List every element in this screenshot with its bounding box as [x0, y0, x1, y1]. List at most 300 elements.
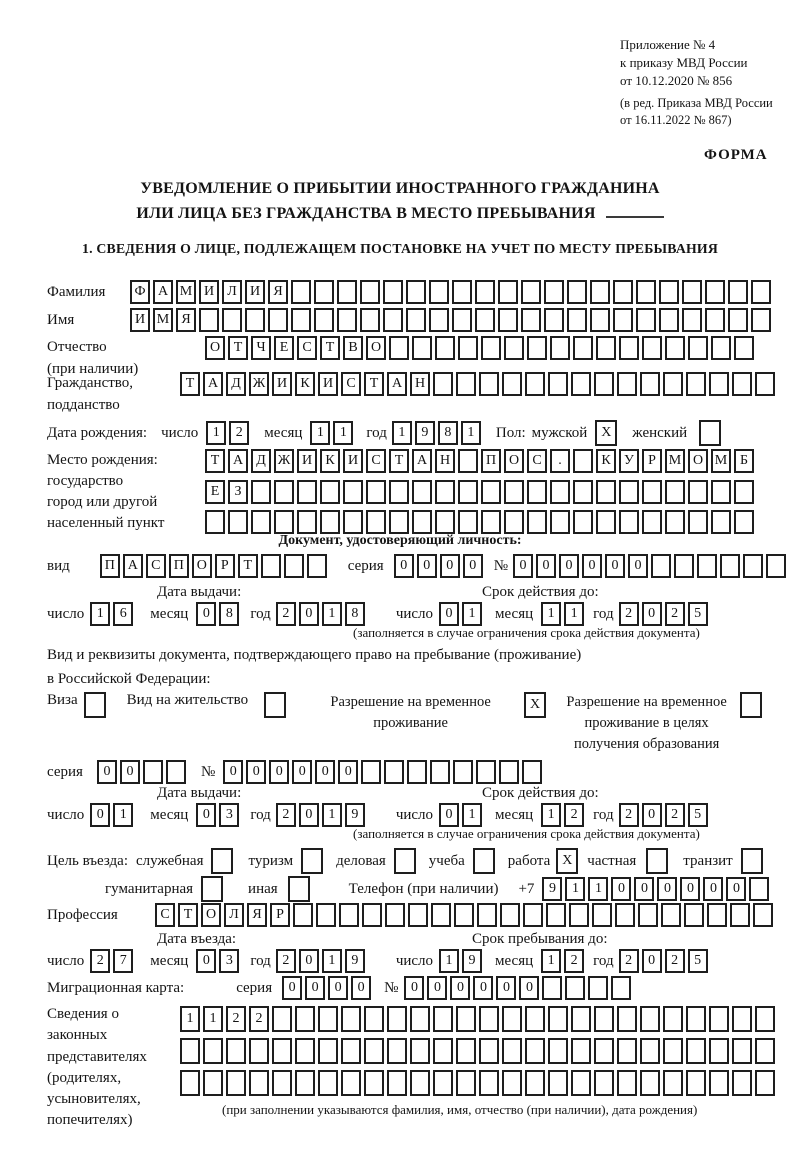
birth-place-cell[interactable]: М [665, 449, 685, 473]
birth-place-cell[interactable] [343, 480, 363, 504]
migration-number-cell[interactable]: 0 [473, 976, 493, 1000]
birth-place-cell[interactable] [688, 480, 708, 504]
birth-place-cell[interactable]: П [481, 449, 501, 473]
given-name-cell[interactable] [383, 308, 403, 332]
birth-place-cell[interactable] [527, 510, 547, 534]
given-name-cell[interactable] [613, 308, 633, 332]
birth-place-cell[interactable] [320, 480, 340, 504]
birth-place-cell[interactable] [734, 480, 754, 504]
birth-place-cell[interactable]: К [596, 449, 616, 473]
given-name-cell[interactable] [360, 308, 380, 332]
birth-place-cell[interactable] [596, 480, 616, 504]
entry-year-cell[interactable]: 0 [299, 949, 319, 973]
citizenship-cell[interactable] [686, 372, 706, 396]
permit-number-cell[interactable]: 0 [269, 760, 289, 784]
permit-valid-day-cell[interactable]: 1 [462, 803, 482, 827]
permit-issue-year-cell[interactable]: 1 [322, 803, 342, 827]
representatives-cell[interactable] [617, 1038, 637, 1064]
citizenship-cell[interactable]: Т [180, 372, 200, 396]
birth-place-cell[interactable] [297, 480, 317, 504]
purpose-tourism-checkbox[interactable] [301, 848, 323, 874]
given-name-cell[interactable]: И [130, 308, 150, 332]
birth-place-cell[interactable] [481, 510, 501, 534]
entry-month-cell[interactable]: 3 [219, 949, 239, 973]
given-name-cell[interactable] [567, 308, 587, 332]
patronymic-cell[interactable] [711, 336, 731, 360]
birth-place-cell[interactable]: Т [205, 449, 225, 473]
profession-cell[interactable] [546, 903, 566, 927]
representatives-cell[interactable] [364, 1038, 384, 1064]
given-name-cell[interactable] [199, 308, 219, 332]
birth-place-cell[interactable]: А [228, 449, 248, 473]
birth-place-cell[interactable]: К [320, 449, 340, 473]
birth-place-cell[interactable] [619, 480, 639, 504]
permit-issue-day-cell[interactable]: 0 [90, 803, 110, 827]
patronymic-cell[interactable]: Т [320, 336, 340, 360]
patronymic-cell[interactable] [435, 336, 455, 360]
birth-place-cell[interactable]: О [504, 449, 524, 473]
surname-cell[interactable] [452, 280, 472, 304]
doc-kind-cell[interactable]: Т [238, 554, 258, 578]
representatives-cell[interactable] [479, 1006, 499, 1032]
profession-cell[interactable] [638, 903, 658, 927]
birth-place-cell[interactable]: С [527, 449, 547, 473]
id-issue-month-cell[interactable]: 0 [196, 602, 216, 626]
patronymic-cell[interactable]: Т [228, 336, 248, 360]
migration-series-cell[interactable]: 0 [328, 976, 348, 1000]
representatives-cell[interactable] [686, 1006, 706, 1032]
permit-issue-month-cell[interactable]: 0 [196, 803, 216, 827]
birth-place-cell[interactable]: М [711, 449, 731, 473]
profession-cell[interactable] [385, 903, 405, 927]
patronymic-cell[interactable]: О [366, 336, 386, 360]
citizenship-cell[interactable] [525, 372, 545, 396]
birth-place-cell[interactable] [642, 510, 662, 534]
migration-number-cell[interactable] [611, 976, 631, 1000]
representatives-cell[interactable]: 1 [180, 1006, 200, 1032]
representatives-cell[interactable] [456, 1070, 476, 1096]
citizenship-cell[interactable] [663, 372, 683, 396]
permit-valid-year-cell[interactable]: 5 [688, 803, 708, 827]
given-name-cell[interactable] [406, 308, 426, 332]
birth-place-cell[interactable] [458, 510, 478, 534]
birth-place-cell[interactable] [665, 510, 685, 534]
phone-digit-cell[interactable]: 0 [680, 877, 700, 901]
birth-place-cell[interactable] [711, 480, 731, 504]
doc-kind-cell[interactable]: А [123, 554, 143, 578]
birth-place-cell[interactable] [205, 510, 225, 534]
surname-cell[interactable] [314, 280, 334, 304]
given-name-cell[interactable] [728, 308, 748, 332]
phone-digit-cell[interactable]: 1 [588, 877, 608, 901]
birth-place-cell[interactable]: . [550, 449, 570, 473]
profession-cell[interactable] [684, 903, 704, 927]
id-valid-year-cell[interactable]: 5 [688, 602, 708, 626]
citizenship-cell[interactable]: Т [364, 372, 384, 396]
given-name-cell[interactable] [498, 308, 518, 332]
doc-number-cell[interactable]: 0 [605, 554, 625, 578]
birth-place-cell[interactable]: А [412, 449, 432, 473]
profession-cell[interactable] [615, 903, 635, 927]
birth-place-cell[interactable] [366, 510, 386, 534]
doc-kind-cell[interactable]: П [169, 554, 189, 578]
surname-cell[interactable] [337, 280, 357, 304]
permit-number-cell[interactable] [453, 760, 473, 784]
birth-place-cell[interactable] [274, 510, 294, 534]
surname-cell[interactable] [659, 280, 679, 304]
given-name-cell[interactable] [245, 308, 265, 332]
citizenship-cell[interactable]: С [341, 372, 361, 396]
given-name-cell[interactable] [475, 308, 495, 332]
patronymic-cell[interactable] [573, 336, 593, 360]
given-name-cell[interactable] [590, 308, 610, 332]
phone-digit-cell[interactable] [749, 877, 769, 901]
id-valid-day-cell[interactable]: 1 [462, 602, 482, 626]
doc-kind-cell[interactable] [307, 554, 327, 578]
phone-digit-cell[interactable]: 0 [726, 877, 746, 901]
profession-cell[interactable]: Т [178, 903, 198, 927]
birth-place-cell[interactable]: С [366, 449, 386, 473]
representatives-cell[interactable] [640, 1070, 660, 1096]
id-valid-month-cell[interactable]: 1 [541, 602, 561, 626]
profession-cell[interactable] [362, 903, 382, 927]
representatives-cell[interactable]: 2 [226, 1006, 246, 1032]
representatives-cell[interactable] [295, 1006, 315, 1032]
representatives-cell[interactable] [709, 1006, 729, 1032]
migration-number-cell[interactable]: 0 [519, 976, 539, 1000]
profession-cell[interactable] [500, 903, 520, 927]
patronymic-cell[interactable] [527, 336, 547, 360]
surname-cell[interactable]: И [199, 280, 219, 304]
permit-valid-day-cell[interactable]: 0 [439, 803, 459, 827]
doc-number-cell[interactable]: 0 [582, 554, 602, 578]
birth-place-cell[interactable] [573, 480, 593, 504]
profession-cell[interactable] [661, 903, 681, 927]
birth-place-cell[interactable] [320, 510, 340, 534]
citizenship-cell[interactable] [755, 372, 775, 396]
representatives-cell[interactable] [180, 1038, 200, 1064]
representatives-cell[interactable] [249, 1038, 269, 1064]
representatives-cell[interactable] [341, 1070, 361, 1096]
birth-place-cell[interactable] [481, 480, 501, 504]
representatives-cell[interactable] [548, 1070, 568, 1096]
representatives-cell[interactable] [387, 1070, 407, 1096]
profession-cell[interactable]: Я [247, 903, 267, 927]
patronymic-cell[interactable] [389, 336, 409, 360]
permit-series-cell[interactable]: 0 [97, 760, 117, 784]
doc-number-cell[interactable]: 0 [628, 554, 648, 578]
representatives-cell[interactable] [663, 1038, 683, 1064]
id-valid-year-cell[interactable]: 0 [642, 602, 662, 626]
surname-cell[interactable]: И [245, 280, 265, 304]
birth-year-cell[interactable]: 1 [392, 421, 412, 445]
patronymic-cell[interactable] [481, 336, 501, 360]
surname-cell[interactable]: Ф [130, 280, 150, 304]
surname-cell[interactable]: Л [222, 280, 242, 304]
citizenship-cell[interactable] [617, 372, 637, 396]
birth-place-cell[interactable] [711, 510, 731, 534]
migration-series-cell[interactable]: 0 [282, 976, 302, 1000]
birth-place-cell[interactable] [642, 480, 662, 504]
citizenship-cell[interactable]: Н [410, 372, 430, 396]
citizenship-cell[interactable] [502, 372, 522, 396]
birth-place-cell[interactable]: Р [642, 449, 662, 473]
citizenship-cell[interactable]: Д [226, 372, 246, 396]
given-name-cell[interactable] [682, 308, 702, 332]
permit-number-cell[interactable]: 0 [246, 760, 266, 784]
id-issue-year-cell[interactable]: 2 [276, 602, 296, 626]
doc-number-cell[interactable] [651, 554, 671, 578]
given-name-cell[interactable] [521, 308, 541, 332]
migration-number-cell[interactable] [588, 976, 608, 1000]
given-name-cell[interactable]: Я [176, 308, 196, 332]
birth-place-cell[interactable]: Т [389, 449, 409, 473]
purpose-study-checkbox[interactable] [473, 848, 495, 874]
migration-number-cell[interactable]: 0 [427, 976, 447, 1000]
permit-number-cell[interactable]: 0 [292, 760, 312, 784]
permit-series-cell[interactable] [143, 760, 163, 784]
surname-cell[interactable] [751, 280, 771, 304]
patronymic-cell[interactable] [550, 336, 570, 360]
given-name-cell[interactable] [659, 308, 679, 332]
birth-month-cell[interactable]: 1 [333, 421, 353, 445]
representatives-cell[interactable] [732, 1070, 752, 1096]
phone-digit-cell[interactable]: 0 [703, 877, 723, 901]
representatives-cell[interactable] [341, 1006, 361, 1032]
birth-place-cell[interactable]: О [688, 449, 708, 473]
representatives-cell[interactable] [226, 1038, 246, 1064]
representatives-cell[interactable] [571, 1038, 591, 1064]
purpose-business-checkbox[interactable] [394, 848, 416, 874]
profession-cell[interactable]: С [155, 903, 175, 927]
edu-residence-checkbox[interactable] [740, 692, 762, 718]
representatives-cell[interactable] [594, 1006, 614, 1032]
representatives-cell[interactable] [364, 1006, 384, 1032]
citizenship-cell[interactable]: К [295, 372, 315, 396]
entry-day-cell[interactable]: 7 [113, 949, 133, 973]
visa-checkbox[interactable] [84, 692, 106, 718]
representatives-cell[interactable] [640, 1038, 660, 1064]
surname-cell[interactable] [498, 280, 518, 304]
profession-cell[interactable] [753, 903, 773, 927]
surname-cell[interactable] [728, 280, 748, 304]
female-checkbox[interactable] [699, 420, 721, 446]
permit-number-cell[interactable]: 0 [223, 760, 243, 784]
permit-issue-day-cell[interactable]: 1 [113, 803, 133, 827]
representatives-cell[interactable] [548, 1038, 568, 1064]
doc-kind-cell[interactable] [284, 554, 304, 578]
patronymic-cell[interactable]: О [205, 336, 225, 360]
birth-place-cell[interactable] [389, 510, 409, 534]
birth-place-cell[interactable] [573, 510, 593, 534]
surname-cell[interactable] [429, 280, 449, 304]
representatives-cell[interactable] [226, 1070, 246, 1096]
birth-day-cell[interactable]: 1 [206, 421, 226, 445]
given-name-cell[interactable] [337, 308, 357, 332]
profession-cell[interactable] [339, 903, 359, 927]
permit-valid-year-cell[interactable]: 2 [619, 803, 639, 827]
representatives-cell[interactable] [686, 1038, 706, 1064]
representatives-cell[interactable] [272, 1070, 292, 1096]
representatives-cell[interactable] [663, 1006, 683, 1032]
profession-cell[interactable]: Р [270, 903, 290, 927]
phone-digit-cell[interactable]: 9 [542, 877, 562, 901]
id-issue-year-cell[interactable]: 8 [345, 602, 365, 626]
given-name-cell[interactable] [314, 308, 334, 332]
surname-cell[interactable] [406, 280, 426, 304]
representatives-cell[interactable] [433, 1006, 453, 1032]
birth-place-cell[interactable] [504, 510, 524, 534]
permit-number-cell[interactable] [361, 760, 381, 784]
entry-day-cell[interactable]: 2 [90, 949, 110, 973]
entry-year-cell[interactable]: 2 [276, 949, 296, 973]
birth-place-cell[interactable] [573, 449, 593, 473]
id-issue-day-cell[interactable]: 1 [90, 602, 110, 626]
birth-place-cell[interactable]: Н [435, 449, 455, 473]
birth-place-cell[interactable] [251, 510, 271, 534]
given-name-cell[interactable]: М [153, 308, 173, 332]
given-name-cell[interactable] [452, 308, 472, 332]
representatives-cell[interactable] [571, 1070, 591, 1096]
birth-place-cell[interactable]: У [619, 449, 639, 473]
phone-digit-cell[interactable]: 0 [657, 877, 677, 901]
citizenship-cell[interactable] [456, 372, 476, 396]
permit-number-cell[interactable] [476, 760, 496, 784]
profession-cell[interactable] [408, 903, 428, 927]
citizenship-cell[interactable] [732, 372, 752, 396]
given-name-cell[interactable] [222, 308, 242, 332]
citizenship-cell[interactable] [548, 372, 568, 396]
profession-cell[interactable] [454, 903, 474, 927]
patronymic-cell[interactable] [734, 336, 754, 360]
birth-place-cell[interactable]: Д [251, 449, 271, 473]
patronymic-cell[interactable]: Е [274, 336, 294, 360]
representatives-cell[interactable] [502, 1038, 522, 1064]
birth-place-cell[interactable] [228, 510, 248, 534]
surname-cell[interactable] [360, 280, 380, 304]
id-valid-month-cell[interactable]: 1 [564, 602, 584, 626]
surname-cell[interactable] [521, 280, 541, 304]
surname-cell[interactable]: Я [268, 280, 288, 304]
stay-year-cell[interactable]: 0 [642, 949, 662, 973]
surname-cell[interactable] [475, 280, 495, 304]
representatives-cell[interactable] [180, 1070, 200, 1096]
given-name-cell[interactable] [429, 308, 449, 332]
profession-cell[interactable] [730, 903, 750, 927]
citizenship-cell[interactable]: А [203, 372, 223, 396]
representatives-cell[interactable] [433, 1038, 453, 1064]
phone-digit-cell[interactable]: 1 [565, 877, 585, 901]
representatives-cell[interactable] [318, 1038, 338, 1064]
purpose-official-checkbox[interactable] [211, 848, 233, 874]
permit-series-cell[interactable] [166, 760, 186, 784]
permit-issue-year-cell[interactable]: 2 [276, 803, 296, 827]
birth-day-cell[interactable]: 2 [229, 421, 249, 445]
representatives-cell[interactable] [318, 1006, 338, 1032]
representatives-cell[interactable] [686, 1070, 706, 1096]
representatives-cell[interactable] [732, 1038, 752, 1064]
migration-number-cell[interactable]: 0 [496, 976, 516, 1000]
profession-cell[interactable] [316, 903, 336, 927]
doc-series-cell[interactable]: 0 [394, 554, 414, 578]
given-name-cell[interactable] [544, 308, 564, 332]
representatives-cell[interactable]: 2 [249, 1006, 269, 1032]
given-name-cell[interactable] [268, 308, 288, 332]
profession-cell[interactable] [523, 903, 543, 927]
birth-place-cell[interactable] [734, 510, 754, 534]
representatives-cell[interactable] [410, 1038, 430, 1064]
representatives-cell[interactable] [387, 1006, 407, 1032]
representatives-cell[interactable] [755, 1038, 775, 1064]
id-valid-day-cell[interactable]: 0 [439, 602, 459, 626]
surname-cell[interactable] [613, 280, 633, 304]
profession-cell[interactable] [707, 903, 727, 927]
residence-permit-checkbox[interactable] [264, 692, 286, 718]
birth-place-cell[interactable] [458, 480, 478, 504]
representatives-cell[interactable] [732, 1006, 752, 1032]
doc-number-cell[interactable] [697, 554, 717, 578]
birth-place-cell[interactable] [550, 510, 570, 534]
permit-number-cell[interactable] [407, 760, 427, 784]
representatives-cell[interactable] [318, 1070, 338, 1096]
doc-number-cell[interactable]: 0 [513, 554, 533, 578]
citizenship-cell[interactable]: И [272, 372, 292, 396]
doc-number-cell[interactable] [720, 554, 740, 578]
purpose-humanitarian-checkbox[interactable] [201, 876, 223, 902]
surname-cell[interactable]: А [153, 280, 173, 304]
representatives-cell[interactable] [709, 1038, 729, 1064]
doc-kind-cell[interactable]: С [146, 554, 166, 578]
patronymic-cell[interactable]: С [297, 336, 317, 360]
representatives-cell[interactable] [295, 1038, 315, 1064]
representatives-cell[interactable] [272, 1006, 292, 1032]
doc-kind-cell[interactable]: Р [215, 554, 235, 578]
permit-issue-month-cell[interactable]: 3 [219, 803, 239, 827]
permit-number-cell[interactable] [499, 760, 519, 784]
permit-number-cell[interactable]: 0 [338, 760, 358, 784]
patronymic-cell[interactable] [504, 336, 524, 360]
representatives-cell[interactable] [640, 1006, 660, 1032]
permit-valid-year-cell[interactable]: 2 [665, 803, 685, 827]
stay-month-cell[interactable]: 2 [564, 949, 584, 973]
citizenship-cell[interactable] [594, 372, 614, 396]
representatives-cell[interactable] [456, 1006, 476, 1032]
permit-number-cell[interactable]: 0 [315, 760, 335, 784]
birth-place-cell[interactable] [435, 510, 455, 534]
representatives-cell[interactable] [249, 1070, 269, 1096]
patronymic-cell[interactable] [458, 336, 478, 360]
birth-place-cell[interactable] [527, 480, 547, 504]
citizenship-cell[interactable] [479, 372, 499, 396]
representatives-cell[interactable] [364, 1070, 384, 1096]
birth-place-cell[interactable]: Е [205, 480, 225, 504]
representatives-cell[interactable] [617, 1070, 637, 1096]
birth-place-cell[interactable] [688, 510, 708, 534]
stay-month-cell[interactable]: 1 [541, 949, 561, 973]
profession-cell[interactable] [592, 903, 612, 927]
birth-place-cell[interactable] [343, 510, 363, 534]
id-issue-month-cell[interactable]: 8 [219, 602, 239, 626]
birth-place-cell[interactable]: Б [734, 449, 754, 473]
representatives-cell[interactable] [433, 1070, 453, 1096]
representatives-cell[interactable] [755, 1006, 775, 1032]
entry-year-cell[interactable]: 1 [322, 949, 342, 973]
birth-place-cell[interactable] [274, 480, 294, 504]
representatives-cell[interactable] [525, 1070, 545, 1096]
representatives-cell[interactable] [571, 1006, 591, 1032]
representatives-cell[interactable] [617, 1006, 637, 1032]
representatives-cell[interactable] [502, 1070, 522, 1096]
